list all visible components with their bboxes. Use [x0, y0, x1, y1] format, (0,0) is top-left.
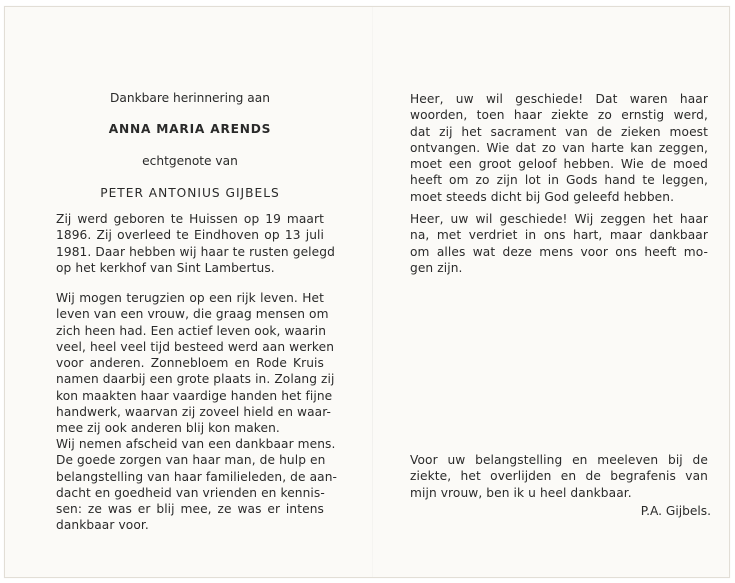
- left-paragraph-2: [56, 290, 335, 437]
- text-line: veel, heel veel tijd besteed werd aan werken: [56, 339, 335, 354]
- text-line: om alles wat deze mens voor ons heeft mo-: [410, 244, 708, 259]
- text-line: zich heen had. Een actief leven ook, waarin: [56, 323, 327, 338]
- text-line: handwerk, waarvan zij zoveel hield en waar-: [56, 405, 332, 420]
- right-paragraph-2: [410, 211, 708, 276]
- text-line: voor anderen. Zonnebloem en Rode Kruis: [56, 356, 324, 371]
- text-line: gen zijn.: [410, 260, 463, 275]
- text-line: mijn vrouw, ben ik u heel dankbaar.: [410, 485, 632, 500]
- text-line: 1896. Zij overleed te Eindhoven op 13 juli: [56, 228, 324, 243]
- text-line: Heer, uw wil geschiede! Dat waren haar: [410, 92, 708, 106]
- text-line: Wij mogen terugzien op een rijk leven. Het: [56, 291, 324, 305]
- text-line: 1981. Daar hebben wij haar te rusten gelegd: [56, 244, 335, 259]
- text-line: moet een groot geloof hebben. Wie de moed: [410, 157, 708, 172]
- text-line: De goede zorgen van haar man, de hulp en: [56, 453, 326, 468]
- text-line: op het kerkhof van Sint Lambertus.: [56, 260, 275, 275]
- text-line: belangstelling van haar familieleden, de aan-: [56, 469, 338, 484]
- text-line: dankbaar voor.: [56, 518, 149, 533]
- intro-text: Dankbare herinnering aan: [110, 91, 270, 105]
- text-line: Heer, uw wil geschiede! Wij zeggen het haar: [410, 212, 708, 226]
- left-paragraph-3: [56, 436, 338, 534]
- text-line: Wij nemen afscheid van een dankbaar mens.: [56, 437, 336, 451]
- relation-text: echtgenote van: [142, 154, 238, 168]
- text-line: heeft om zo zijn lot in Gods hand te leggen,: [410, 173, 708, 188]
- signature: P.A. Gijbels.: [640, 504, 711, 518]
- text-line: leven van een vrouw, die graag mensen om: [56, 307, 329, 322]
- text-line: dat zij het sacrament van de zieken moest: [410, 124, 708, 139]
- text-line: moet steeds dicht bij God geleefd hebben.: [410, 189, 675, 204]
- spouse-name: PETER ANTONIUS GIJBELS: [100, 186, 280, 200]
- right-paragraph-1: [410, 91, 708, 205]
- text-line: kon maakten haar vaardige handen het fijne: [56, 388, 333, 403]
- deceased-name: ANNA MARIA ARENDS: [108, 122, 272, 136]
- text-line: ontvangen. Wie dat zo van harte kan zeggen,: [410, 140, 708, 155]
- text-line: dacht en goedheid van vrienden en kennis-: [56, 485, 325, 500]
- fold-line: [372, 7, 373, 577]
- text-line: woorden, toen haar ziekte zo ernstig werd,: [410, 108, 708, 123]
- text-line: sen: ze was er blij mee, ze was er intens: [56, 502, 324, 517]
- text-line: Zij werd geboren te Huissen op 19 maart: [56, 212, 324, 226]
- text-line: namen daarbij een grote plaats in. Zolang zij: [56, 372, 335, 387]
- text-line: Voor uw belangstelling en meeleven bij de: [410, 453, 708, 467]
- text-line: ziekte, het overlijden en de begrafenis van: [410, 469, 708, 484]
- right-paragraph-3: [410, 452, 708, 501]
- text-line: na, met verdriet in ons hart, maar dankbaar: [410, 228, 708, 243]
- text-line: mee zij ook anderen blij kon maken.: [56, 421, 280, 436]
- left-paragraph-1: [56, 211, 335, 276]
